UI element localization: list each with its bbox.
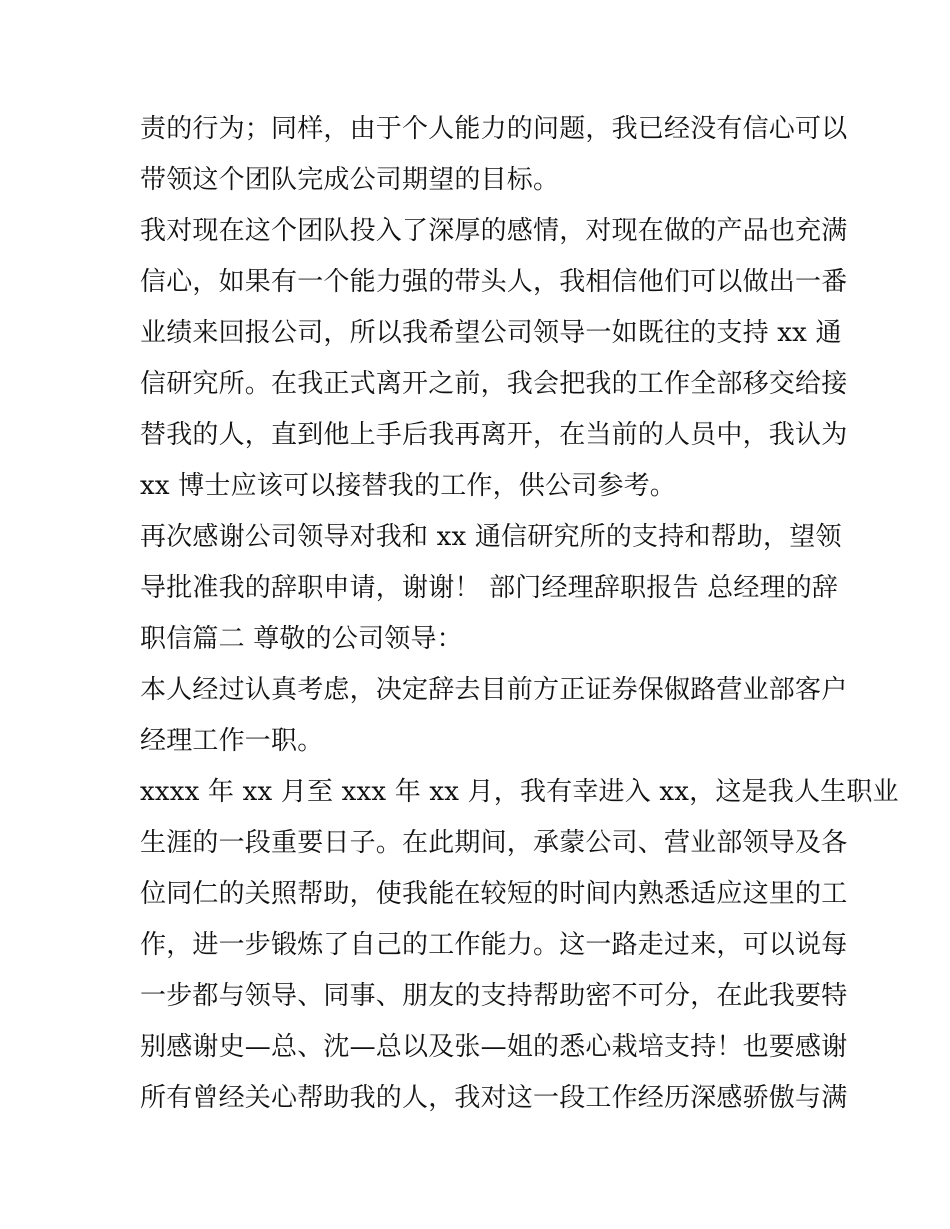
text-line: 生涯的一段重要日子。在此期间，承蒙公司、营业部领导及各 <box>140 828 848 858</box>
text-line: 职信篇二 尊敬的公司领导： <box>140 624 463 654</box>
text-line: 责的行为；同样，由于个人能力的问题，我已经没有信心可以 <box>140 114 848 144</box>
text-line: 本人经过认真考虑，决定辞去目前方正证券保俶路营业部客户 <box>140 675 848 705</box>
text-line: 业绩来回报公司，所以我希望公司领导一如既往的支持 xx 通 <box>140 318 842 348</box>
text-line: xxxx 年 xx 月至 xxx 年 xx 月，我有幸进入 xx，这是我人生职业 <box>140 777 899 807</box>
text-line: 作，进一步锻炼了自己的工作能力。这一路走过来，可以说每 <box>140 930 848 960</box>
text-line: 替我的人，直到他上手后我再离开，在当前的人员中，我认为 <box>140 420 848 450</box>
text-line: xx 博士应该可以接替我的工作，供公司参考。 <box>140 471 676 501</box>
text-line: 一步都与领导、同事、朋友的支持帮助密不可分，在此我要特 <box>140 981 848 1011</box>
text-line: 再次感谢公司领导对我和 xx 通信研究所的支持和帮助，望领 <box>140 522 842 552</box>
text-line: 所有曾经关心帮助我的人，我对这一段工作经历深感骄傲与满 <box>140 1083 848 1113</box>
text-line: 信心，如果有一个能力强的带头人，我相信他们可以做出一番 <box>140 267 848 297</box>
text-line: 我对现在这个团队投入了深厚的感情，对现在做的产品也充满 <box>140 216 848 246</box>
text-line: 经理工作一职。 <box>140 726 324 756</box>
text-line: 带领这个团队完成公司期望的目标。 <box>140 165 560 195</box>
document-body <box>140 104 899 1124</box>
text-line: 导批准我的辞职申请，谢谢！ 部门经理辞职报告 总经理的辞 <box>140 573 839 603</box>
text-line: 信研究所。在我正式离开之前，我会把我的工作全部移交给接 <box>140 369 848 399</box>
text-line: 位同仁的关照帮助，使我能在较短的时间内熟悉适应这里的工 <box>140 879 848 909</box>
text-line: 别感谢史—总、沈—总以及张—姐的悉心栽培支持！也要感谢 <box>140 1032 848 1062</box>
